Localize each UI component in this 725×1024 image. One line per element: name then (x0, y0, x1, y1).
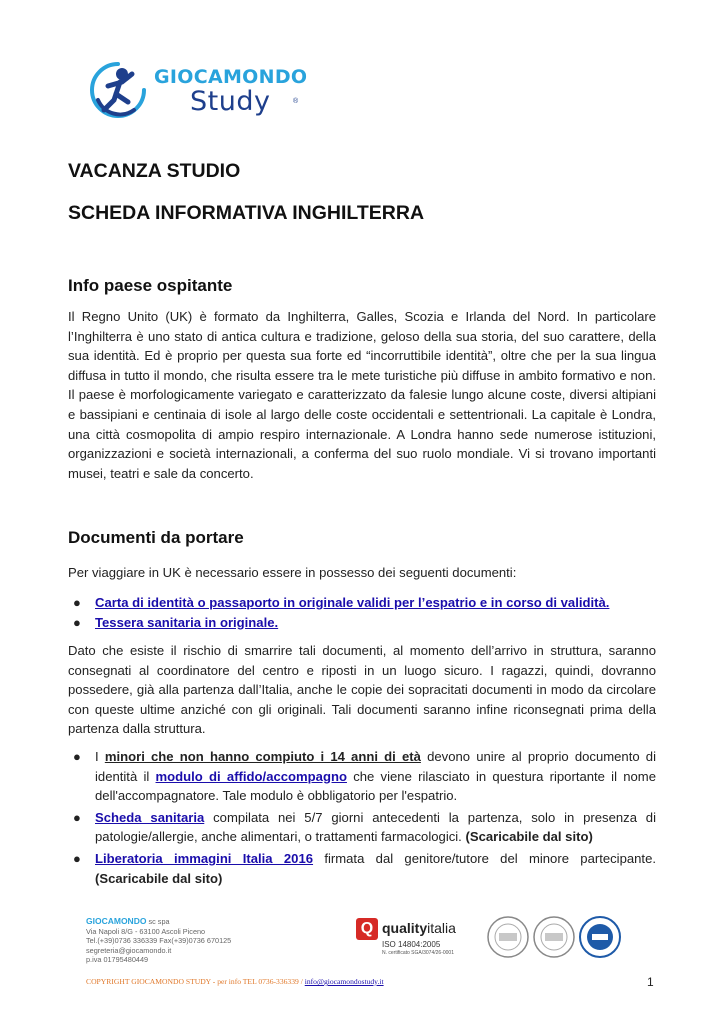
additional-documents-list (68, 747, 656, 888)
required-documents-list (68, 593, 656, 632)
liberatoria-download-note: (Scaricabile dal sito) (95, 870, 223, 886)
footer-company-name: GIOCAMONDO (86, 916, 147, 926)
modulo-affido-link[interactable]: modulo di affido/accompagno (155, 768, 347, 784)
liberatoria-immagini-link[interactable]: Liberatoria immagini Italia 2016 (95, 850, 314, 866)
bullet-icon: ● (73, 614, 81, 630)
logo-registered-mark: ® (293, 98, 299, 105)
cert-badge-icon (488, 917, 528, 957)
quality-q-icon: Q (356, 918, 378, 940)
footer-phone: Tel.(+39)0736 336339 Fax(+39)0736 670125 (86, 936, 232, 946)
footer-company-suffix: sc spa (146, 917, 170, 926)
copyright-text: COPYRIGHT GIOCAMONDO STUDY - per info TEL 0736-336339 / (86, 977, 305, 986)
footer-address: Via Napoli 8/G - 63100 Ascoli Piceno (86, 926, 206, 936)
footer-vat: p.iva 01795480449 (86, 955, 149, 965)
documenti-note-paragraph: Dato che esiste il rischio di smarrire tali documenti, al momento dell’arrivo in struttura, saranno consegnati al coordinatore del centro e riposti in un luogo sicuro. I ragazzi, quindi, dovranno possedere, già alla partenza dall’Italia, anche le copie dei sopracitati documenti in modo da circolare con queste ultime anziché con gli originali. Tali documenti saranno infine riconsegnati prima della partenza dalla struttura. (68, 643, 656, 737)
info-paese-paragraph: Il Regno Unito (UK) è formato da Inghilterra, Galles, Scozia e Irlanda del Nord. In particolare l’Inghilterra è uno stato di antica cultura e tradizione, geloso della sua storia, del suo carattere, della sua identità. Ed è proprio per questa sua forte ed “incorruttibile identità”, oltre che per la sua lingua diffusa in tutto il mondo, che risulta essere tra le mete turistiche più diffuse in ambito formativo e non. Il paese è morfologicamente variegato e caratterizzato da falesie lungo alcune coste, diversi altipiani e bassipiani e centinaia di isole al largo delle coste occidentali e settentrionali. La capitale è Londra, una città cosmopolita di ampio respiro internazionale. A Londra hanno sede numerose istituzioni, organizzazioni e società internazionali, a conferma del suo ruolo mondiale. Vi si trovano importanti musei, teatri e sale da concerto. (68, 309, 656, 481)
quality-name (382, 920, 456, 936)
list-item (68, 613, 656, 633)
runner-logo-icon (88, 60, 148, 120)
iqnet-badge-icon (580, 917, 620, 957)
document-title-line2: SCHEDA INFORMATIVA INGHILTERRA (68, 202, 425, 224)
copyright-email-link[interactable]: info@giocamondostudy.it (304, 977, 384, 986)
footer-company-info (86, 917, 266, 965)
bullet-icon: ● (73, 595, 81, 610)
certification-badges (486, 912, 626, 962)
quality-iso: ISO 14804:2005 (382, 940, 441, 949)
copyright-line (86, 977, 384, 986)
tessera-sanitaria-link[interactable]: Tessera sanitaria in originale. (95, 614, 279, 630)
bullet-icon: ● (73, 749, 81, 764)
minori-suffix-text: che viene rilasciato in questura riportante il nome dell'accompagnatore. Tale modulo è obbligatorio per l'espatrio. (95, 768, 656, 804)
quality-italia-logo (356, 916, 476, 962)
quality-name-thin: italia (427, 920, 456, 936)
minori-bold-text: minori che non hanno compiuto i 14 anni di età (104, 749, 421, 764)
minori-mid-text: devono unire al proprio documento di identità il (95, 749, 656, 784)
liberatoria-text: firmata dal genitore/tutore del minore partecipante. (313, 850, 656, 866)
giocamondo-logo (88, 60, 318, 126)
section-heading-info-paese: Info paese ospitante (68, 276, 233, 295)
logo-sub-text: Study (190, 86, 271, 117)
cert-badge-icon (534, 917, 574, 957)
document-title-line1: VACANZA STUDIO (68, 160, 241, 182)
documenti-intro: Per viaggiare in UK è necessario essere in possesso dei seguenti documenti: (68, 565, 517, 580)
list-item (68, 849, 656, 888)
footer-email[interactable]: segreteria@giocamondo.it (86, 945, 172, 955)
quality-cert-number: N. certificato SGA/3074/26-0001 (382, 950, 454, 956)
logo-brand-text: GIOCAMONDO (154, 66, 308, 88)
carta-identita-link[interactable]: Carta di identità o passaporto in originale validi per l’espatrio e in corso di validità. (95, 595, 610, 610)
page-number: 1 (647, 975, 654, 989)
quality-name-bold: quality (382, 920, 428, 936)
section-heading-documenti: Documenti da portare (68, 528, 244, 547)
scheda-text: compilata nei 5/7 giorni antecedenti la partenza, solo in presenza di patologie/allergie, anche alimentari, o trattamenti farmacologici. (95, 809, 657, 845)
scheda-download-note: (Scaricabile dal sito) (465, 829, 593, 845)
list-item (68, 808, 656, 847)
list-item (68, 593, 656, 613)
scheda-sanitaria-link[interactable]: Scheda sanitaria (95, 809, 205, 825)
bullet-icon: ● (73, 809, 81, 825)
list-item (68, 747, 656, 806)
bullet-icon: ● (73, 850, 81, 866)
minori-prefix: I (95, 749, 105, 764)
